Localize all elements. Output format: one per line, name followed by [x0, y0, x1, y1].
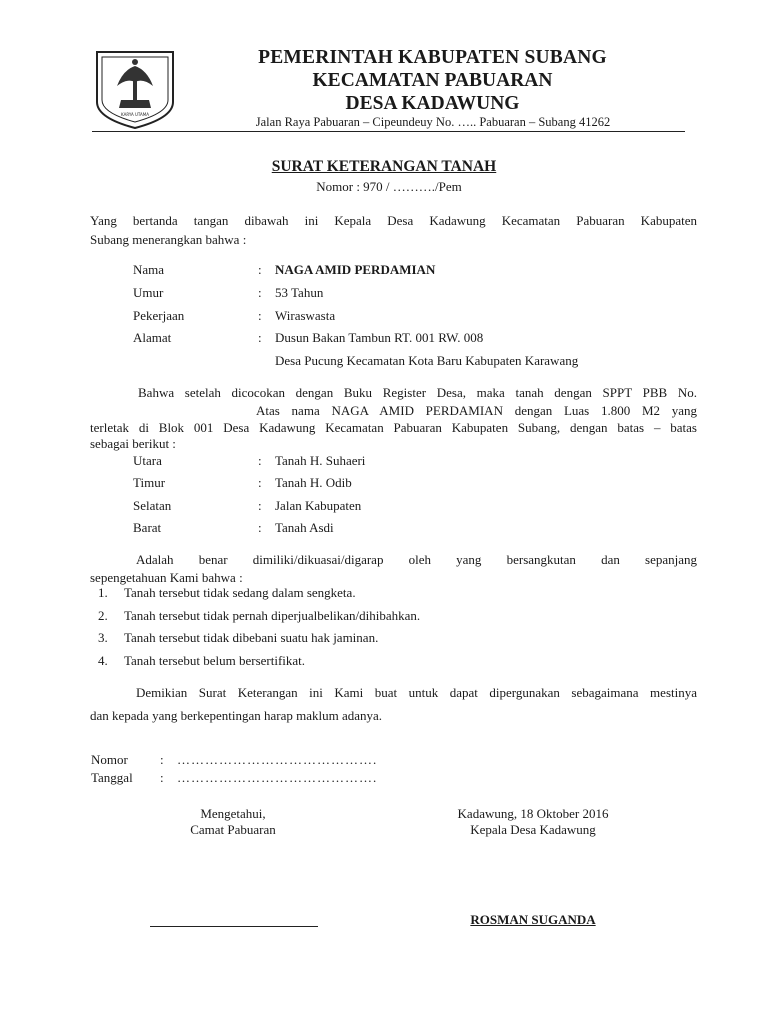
- sign-right-position: Kepala Desa Kadawung: [470, 822, 596, 837]
- identity-label-job: Pekerjaan: [133, 308, 185, 323]
- identity-value-job: Wiraswasta: [275, 308, 336, 323]
- registry-label-number: Nomor: [91, 752, 128, 767]
- registry-colon: :: [160, 770, 164, 785]
- identity-label-name: Nama: [133, 262, 165, 277]
- land-line-3: terletak di Blok 001 Desa Kadawung Kecamatan Pabuaran Kabupaten Subang, dengan batas – batas: [90, 420, 697, 435]
- closing-line-1: Demikian Surat Keterangan ini Kami buat untuk dapat dipergunakan sebagaimana mestinya: [136, 685, 697, 700]
- svg-text:KARYA UTAMA: KARYA UTAMA: [121, 112, 149, 117]
- border-colon: :: [258, 475, 262, 490]
- identity-colon: :: [258, 330, 262, 345]
- point-text: Tanah tersebut tidak pernah diperjualbelikan/dihibahkan.: [124, 608, 421, 623]
- identity-label-age: Umur: [133, 285, 164, 300]
- header-district-line: KECAMATAN PABUARAN: [312, 70, 553, 91]
- identity-value-name: NAGA AMID PERDAMIAN: [275, 262, 436, 277]
- header-address: Jalan Raya Pabuaran – Cipeundeuy No. ….. Pabuaran – Subang 41262: [255, 115, 611, 129]
- land-line-1: Bahwa setelah dicocokan dengan Buku Register Desa, maka tanah dengan SPPT PBB No.: [138, 385, 697, 400]
- point-number: 3.: [98, 630, 108, 645]
- identity-value-age: 53 Tahun: [275, 285, 324, 300]
- registry-colon: :: [160, 752, 164, 767]
- border-value-south: Jalan Kabupaten: [275, 498, 362, 513]
- point-number: 4.: [98, 653, 108, 668]
- header-divider: [92, 131, 685, 132]
- border-label-east: Timur: [133, 475, 166, 490]
- intro-line-1: Yang bertanda tangan dibawah ini Kepala Desa Kadawung Kecamatan Pabuaran Kabupaten: [90, 213, 697, 228]
- land-line-4: sebagai berikut :: [90, 436, 176, 451]
- border-value-north: Tanah H. Suhaeri: [275, 453, 366, 468]
- point-number: 2.: [98, 608, 108, 623]
- identity-value-address: Dusun Bakan Tambun RT. 001 RW. 008: [275, 330, 484, 345]
- document-title: SURAT KETERANGAN TANAH: [271, 158, 497, 175]
- closing-line-2: dan kepada yang berkepentingan harap maklum adanya.: [90, 708, 383, 723]
- registry-value-date: …………………………………….: [177, 770, 378, 785]
- header-government-line: PEMERINTAH KABUPATEN SUBANG: [258, 47, 607, 68]
- border-label-south: Selatan: [133, 498, 172, 513]
- document-number: Nomor : 970 / ………./Pem: [316, 179, 462, 194]
- intro-line-2: Subang menerangkan bahwa :: [90, 232, 247, 247]
- border-colon: :: [258, 498, 262, 513]
- sign-right-place-date: Kadawung, 18 Oktober 2016: [457, 806, 609, 821]
- point-text: Tanah tersebut belum bersertifikat.: [124, 653, 306, 668]
- header-village-line: DESA KADAWUNG: [345, 93, 520, 114]
- identity-value-address-cont: Desa Pucung Kecamatan Kota Baru Kabupaten Karawang: [275, 353, 579, 368]
- border-label-north: Utara: [133, 453, 162, 468]
- border-colon: :: [258, 520, 262, 535]
- point-number: 1.: [98, 585, 108, 600]
- identity-colon: :: [258, 262, 262, 277]
- border-value-west: Tanah Asdi: [275, 520, 334, 535]
- border-label-west: Barat: [133, 520, 162, 535]
- border-colon: :: [258, 453, 262, 468]
- point-text: Tanah tersebut tidak sedang dalam sengketa.: [124, 585, 356, 600]
- sign-left-blank-line: [150, 926, 318, 927]
- statement-line-1: Adalah benar dimiliki/dikuasai/digarap oleh yang bersangkutan dan sepanjang: [136, 552, 697, 567]
- identity-colon: :: [258, 285, 262, 300]
- statement-line-2: sepengetahuan Kami bahwa :: [90, 570, 243, 585]
- sign-left-acknowledged: Mengetahui,: [200, 806, 266, 821]
- registry-value-number: …………………………………….: [177, 752, 378, 767]
- point-text: Tanah tersebut tidak dibebani suatu hak jaminan.: [124, 630, 379, 645]
- land-line-2: Atas nama NAGA AMID PERDAMIAN dengan Luas 1.800 M2 yang: [256, 403, 697, 418]
- sign-left-position: Camat Pabuaran: [190, 822, 276, 837]
- registry-label-date: Tanggal: [91, 770, 133, 785]
- identity-label-address: Alamat: [133, 330, 172, 345]
- identity-colon: :: [258, 308, 262, 323]
- sign-right-name: ROSMAN SUGANDA: [470, 912, 596, 927]
- border-value-east: Tanah H. Odib: [275, 475, 352, 490]
